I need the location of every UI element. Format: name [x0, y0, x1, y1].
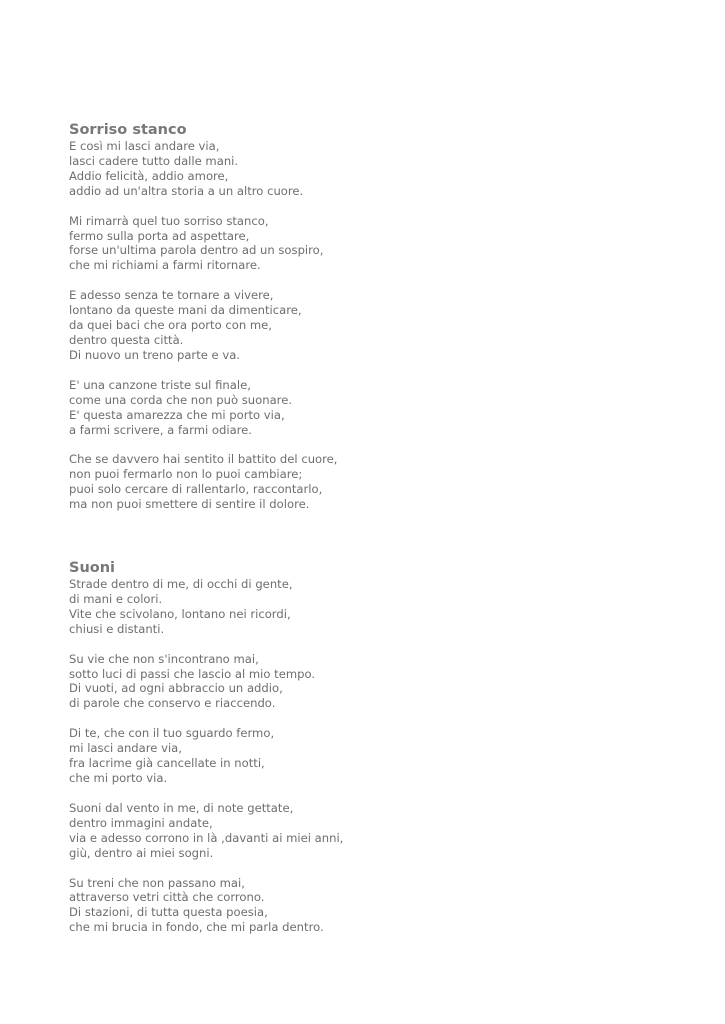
poem-title: Suoni — [69, 560, 116, 577]
poem-line: non puoi fermarlo non lo puoi cambiare; — [69, 467, 303, 482]
poem-suoni — [69, 560, 689, 935]
poem-line: Che se davvero hai sentito il battito del cuore, — [69, 452, 338, 467]
poem-line: puoi solo cercare di rallentarlo, raccontarlo, — [69, 482, 323, 497]
stanza — [69, 726, 689, 786]
poem-line: ma non puoi smettere di sentire il dolore. — [69, 497, 310, 512]
poem-line: sotto luci di passi che lascio al mio tempo. — [69, 666, 316, 681]
poem-line: chiusi e distanti. — [69, 621, 165, 636]
poem-line: lasci cadere tutto dalle mani. — [69, 153, 239, 168]
document-page — [69, 122, 689, 950]
poem-line: Mi rimarrà quel tuo sorriso stanco, — [69, 213, 269, 228]
poem-line: Vite che scivolano, lontano nei ricordi, — [69, 606, 291, 621]
stanza — [69, 577, 689, 637]
stanza — [69, 139, 689, 199]
stanza — [69, 214, 689, 274]
poem-line: che mi brucia in fondo, che mi parla dentro. — [69, 920, 324, 935]
poem-line: E' questa amarezza che mi porto via, — [69, 407, 285, 422]
poem-line: che mi porto via. — [69, 771, 168, 785]
poem-line: Di nuovo un treno parte e va. — [69, 347, 241, 362]
poem-line: da quei baci che ora porto con me, — [69, 318, 272, 333]
poem-line: Su vie che non s'incontrano mai, — [69, 651, 259, 666]
poem-line: E adesso senza te tornare a vivere, — [69, 288, 274, 303]
poem-line: fermo sulla porta ad aspettare, — [69, 228, 250, 243]
poem-line: Addio felicità, addio amore, — [69, 168, 229, 183]
poem-line: Di vuoti, ad ogni abbraccio un addio, — [69, 681, 283, 696]
poem-line: che mi richiami a farmi ritornare. — [69, 258, 261, 273]
stanza — [69, 801, 689, 861]
poem-line: lontano da queste mani da dimenticare, — [69, 303, 302, 318]
poem-title: Sorriso stanco — [69, 122, 187, 138]
poem-line: di parole che conservo e riaccendo. — [69, 696, 276, 711]
stanza — [69, 452, 689, 512]
stanza — [69, 288, 689, 363]
stanza — [69, 378, 689, 438]
poem-line: E' una canzone triste sul finale, — [69, 377, 251, 392]
poem-line: Su treni che non passano mai, — [69, 875, 245, 890]
poem-line: forse un'ultima parola dentro ad un sospiro, — [69, 243, 324, 258]
poem-line: a farmi scrivere, a farmi odiare. — [69, 422, 252, 437]
poem-line: dentro immagini andate, — [69, 815, 213, 830]
stanza — [69, 876, 689, 936]
stanza — [69, 652, 689, 712]
poem-line: E così mi lasci andare via, — [69, 139, 220, 153]
poem-line: Di te, che con il tuo sguardo fermo, — [69, 726, 275, 741]
poem-line: Di stazioni, di tutta questa poesia, — [69, 905, 268, 920]
poem-line: Suoni dal vento in me, di note gettate, — [69, 800, 294, 815]
poem-sorriso-stanco — [69, 122, 689, 512]
poem-line: attraverso vetri città che corrono. — [69, 890, 265, 905]
poem-line: fra lacrime già cancellate in notti, — [69, 756, 265, 771]
poem-line: dentro questa città. — [69, 332, 184, 347]
poem-line: di mani e colori. — [69, 591, 163, 606]
poem-line: come una corda che non può suonare. — [69, 392, 293, 407]
poem-line: addio ad un'altra storia a un altro cuore. — [69, 183, 304, 198]
poem-line: Strade dentro di me, di occhi di gente, — [69, 577, 293, 592]
poem-line: mi lasci andare via, — [69, 741, 182, 756]
poem-line: giù, dentro ai miei sogni. — [69, 845, 214, 860]
poem-line: via e adesso corrono in là ,davanti ai miei anni, — [69, 830, 344, 845]
